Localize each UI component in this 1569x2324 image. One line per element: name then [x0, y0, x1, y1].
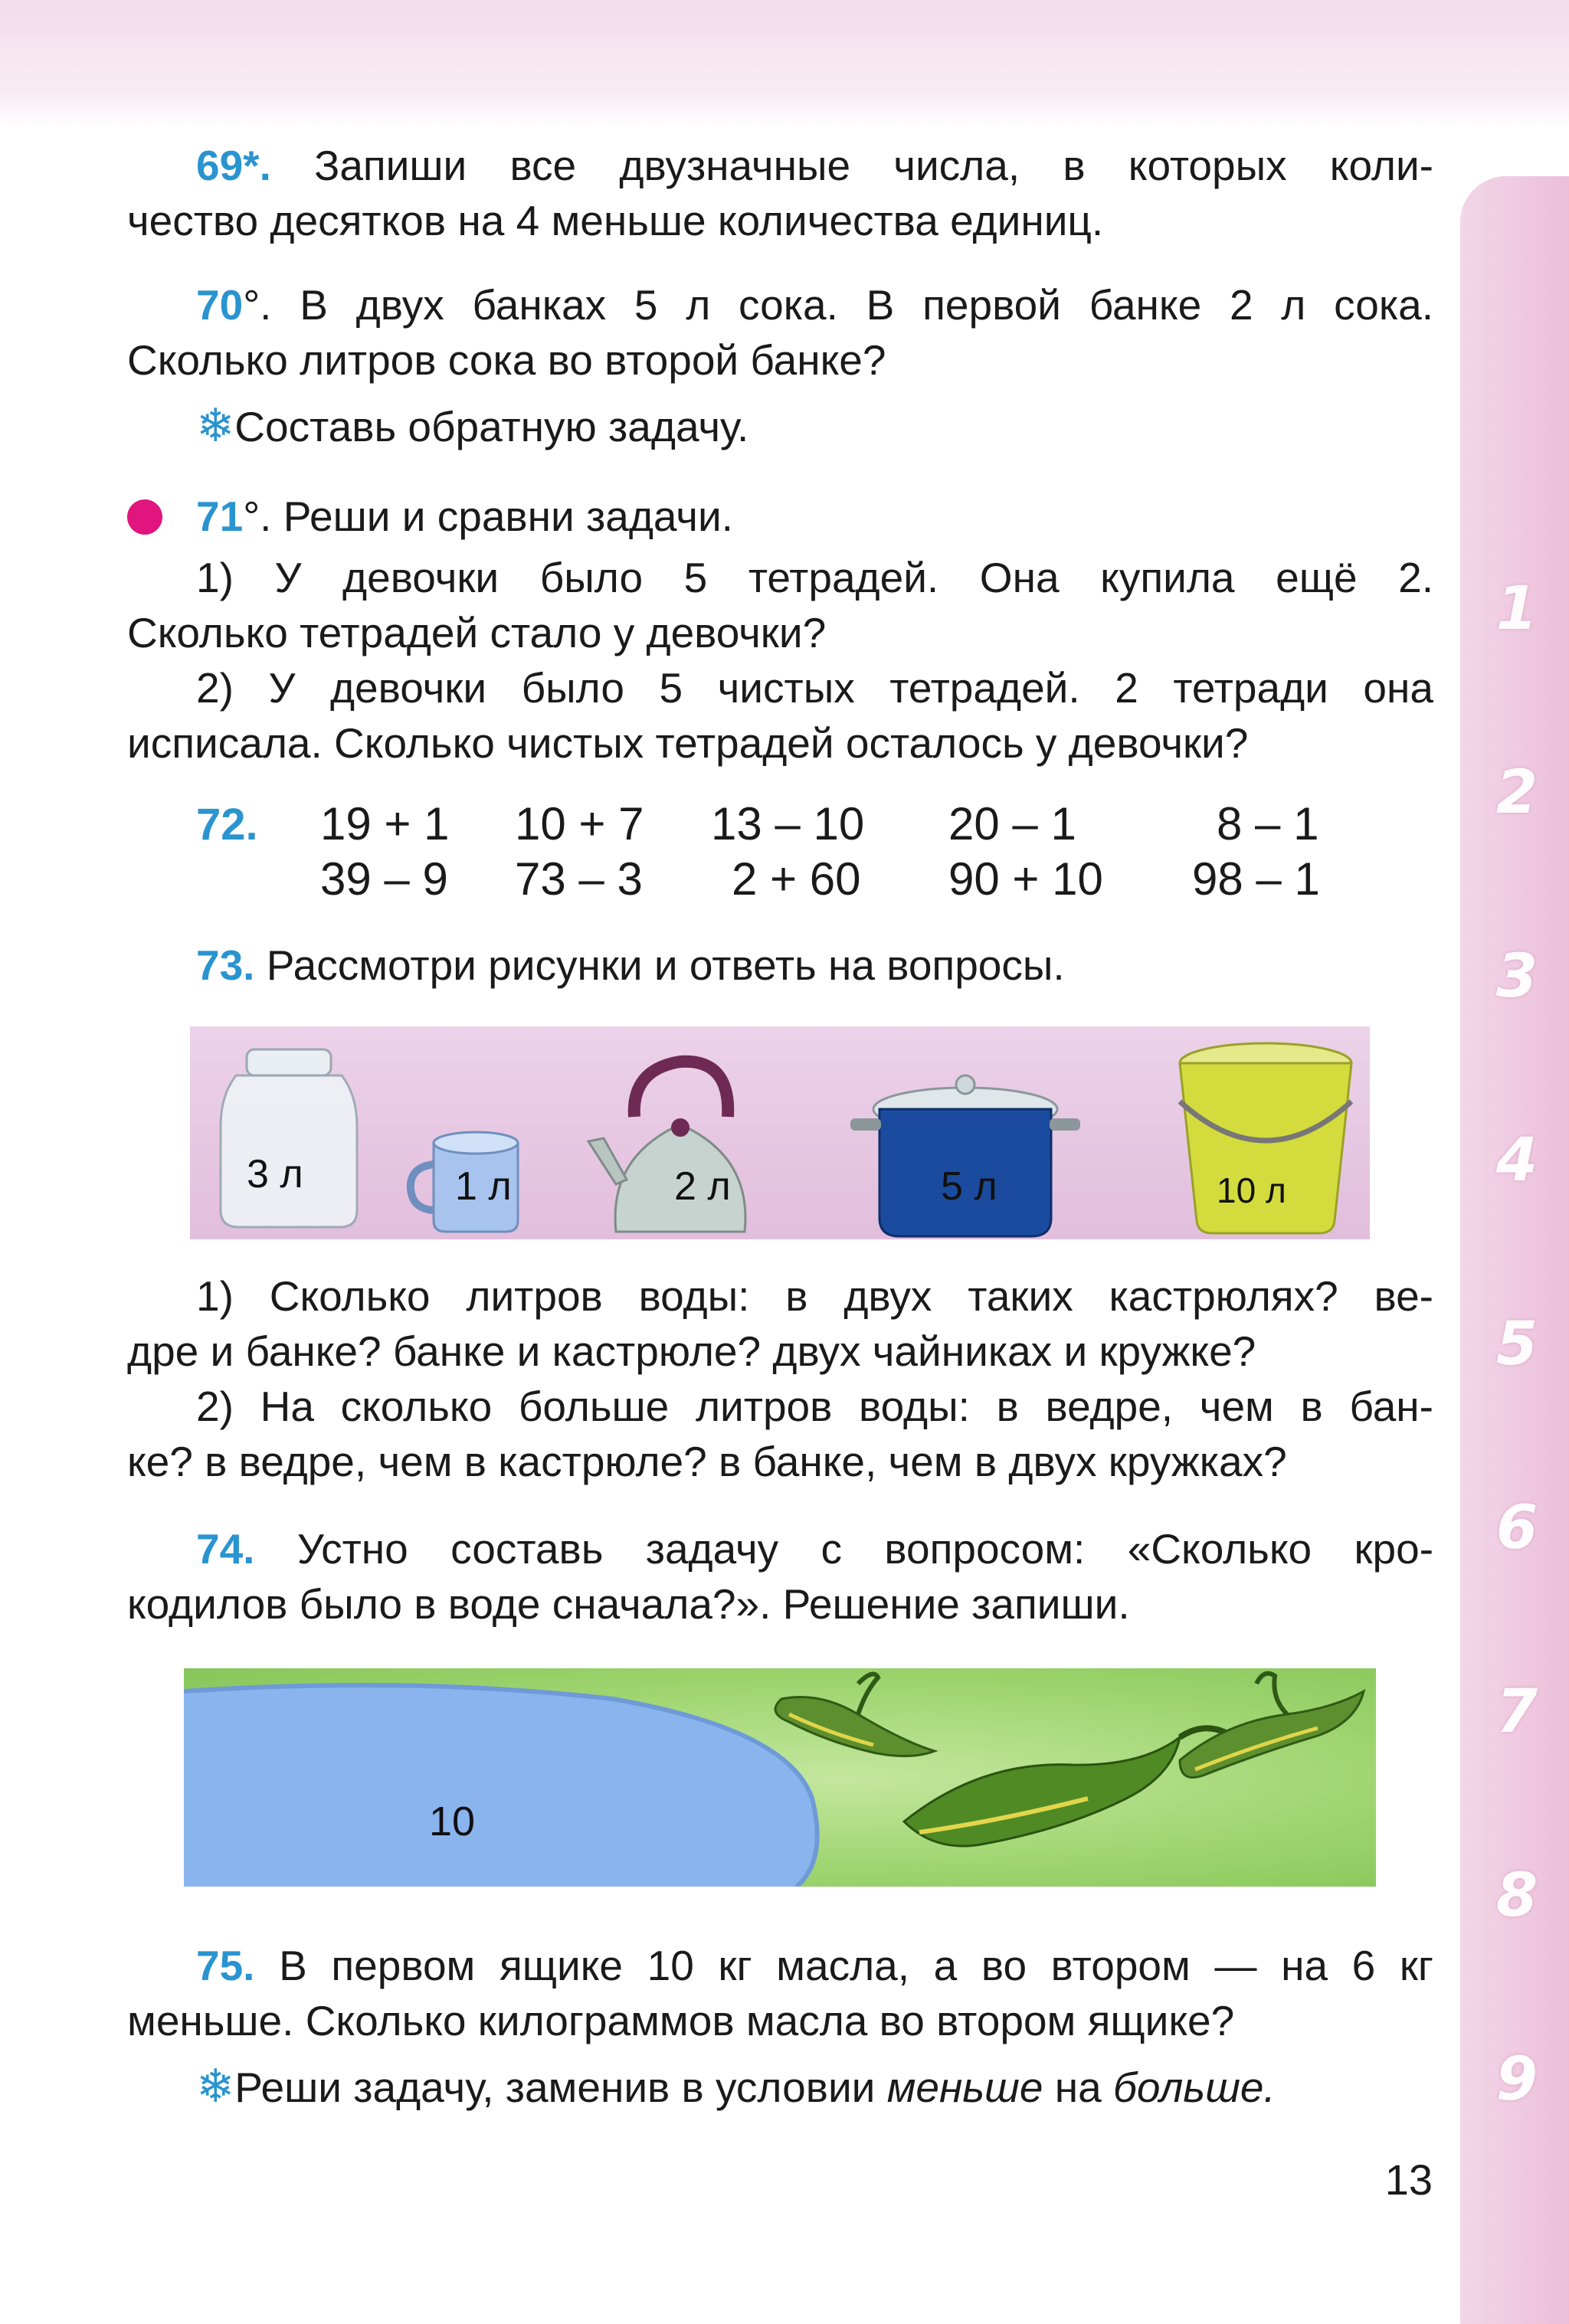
expression: 73 – 3: [515, 853, 643, 905]
task-number: 74.: [196, 1525, 255, 1573]
expression: 8 – 1: [1217, 798, 1319, 849]
jar-icon: [221, 1049, 357, 1227]
task-text: 2) У девочки было 5 чистых тетрадей. 2 тетради она: [196, 664, 1433, 712]
task-degree-mark: °.: [243, 281, 272, 329]
task-75-line2: меньше. Сколько килограммов масла во втором ящике?: [127, 1997, 1235, 2044]
page-number: 13: [1384, 2155, 1433, 2204]
side-tab-number[interactable]: 5: [1495, 1310, 1538, 1379]
side-tab-number[interactable]: 7: [1495, 1678, 1538, 1746]
task-69-line2: чество десятков на 4 меньше количества единиц.: [127, 197, 1104, 244]
task-number: 71: [196, 493, 244, 540]
task-text: 1) У девочки было 5 тетрадей. Она купила ещё 2.: [196, 554, 1433, 601]
task-extra-text: Реши задачу, заменив в условии: [234, 2064, 887, 2111]
task-71-part1-line2: Сколько тетрадей стало у девочки?: [127, 609, 827, 656]
task-text: Запиши все двузначные числа, в которых коли-: [314, 142, 1433, 189]
task-text: 2) На сколько больше литров воды: в ведре, чем в бан-: [196, 1383, 1433, 1430]
vessel-label: 5 л: [941, 1164, 997, 1209]
vessel-label: 10 л: [1217, 1170, 1286, 1210]
side-tab-number[interactable]: 2: [1495, 758, 1538, 827]
side-tab-number[interactable]: 6: [1495, 1494, 1538, 1563]
expression: 2 + 60: [732, 853, 861, 905]
task-70-line2: Сколько литров сока во второй банке?: [127, 336, 886, 384]
task-72-number: [196, 797, 258, 853]
task-71-part1: [127, 550, 1433, 605]
task-75-extra: [127, 2059, 1433, 2115]
expression: 20 – 1: [948, 798, 1076, 849]
side-tab-number[interactable]: 9: [1495, 2045, 1538, 2114]
task-number: 73.: [196, 941, 255, 989]
emphasis-word: меньше: [886, 2064, 1043, 2111]
task-73-question2-line2: ке? в ведре, чем в кастрюле? в банке, чем в двух кружках?: [127, 1438, 1287, 1485]
pond-crocodile-count: 10: [429, 1799, 476, 1844]
task-73-question1-line2: дре и банке? банке и кастрюле? двух чайниках и кружке?: [127, 1327, 1256, 1375]
task-extra-text: на: [1043, 2064, 1113, 2111]
snowflake-icon: ❄: [196, 2061, 235, 2112]
vessel-label: 1 л: [455, 1164, 512, 1209]
expression: 10 + 7: [515, 798, 644, 849]
task-73-question2: [127, 1379, 1433, 1434]
task-74-line2: кодилов было в воде сначала?». Решение запиши.: [127, 1580, 1130, 1628]
pot-icon: [850, 1075, 1080, 1236]
pond-svg: [184, 1668, 1376, 1887]
chapter-side-tab: [1460, 176, 1569, 2324]
crocodile-icon: [904, 1728, 1226, 1846]
side-tab-number[interactable]: 3: [1495, 942, 1538, 1011]
vessel-label: 3 л: [247, 1152, 303, 1196]
task-number: 75.: [196, 1942, 255, 1989]
task-number: 70: [196, 281, 244, 329]
crocodile-icon: [775, 1674, 935, 1756]
task-71: [127, 489, 1433, 544]
task-text: В двух банках 5 л сока. В первой банке 2 л сока.: [300, 281, 1434, 329]
task-number: 69*.: [196, 142, 271, 189]
side-tab-number[interactable]: 8: [1495, 1861, 1538, 1930]
task-70: [127, 277, 1433, 332]
task-70-extra: [127, 398, 1433, 454]
task-74: [127, 1521, 1433, 1576]
expression: 19 + 1: [320, 798, 450, 849]
task-text: Реши и сравни задачи.: [283, 493, 733, 540]
task-degree-mark: °.: [243, 493, 272, 540]
task-extra-text: Составь обратную задачу.: [234, 403, 749, 450]
task-73: [127, 938, 1433, 993]
side-tab-number[interactable]: 1: [1495, 574, 1538, 643]
pond-water: [184, 1685, 817, 1887]
task-text: В первом ящике 10 кг масла, а во втором — на 6 кг: [279, 1942, 1433, 1989]
task-text: Рассмотри рисунки и ответь на вопросы.: [266, 941, 1065, 989]
vessels-illustration: [190, 1026, 1370, 1239]
top-band: [0, 0, 1569, 130]
expression: 98 – 1: [1192, 853, 1320, 905]
task-75: [127, 1938, 1433, 1993]
vessels-svg: [190, 1026, 1370, 1239]
task-text: Устно составь задачу с вопросом: «Сколько кро-: [296, 1525, 1434, 1573]
bucket-icon: [1180, 1043, 1351, 1233]
expression: 90 + 10: [948, 853, 1103, 905]
pond-crocodiles-illustration: [184, 1668, 1376, 1887]
side-tab-number[interactable]: 4: [1495, 1126, 1538, 1195]
kettle-icon: [588, 1062, 745, 1232]
expression: 39 – 9: [320, 853, 448, 905]
task-number: 72.: [196, 800, 258, 849]
task-71-part2: [127, 660, 1433, 715]
snowflake-icon: ❄: [196, 400, 235, 451]
vessel-label: 2 л: [674, 1164, 731, 1209]
task-text: 1) Сколько литров воды: в двух таких кастрюлях? ве-: [196, 1272, 1433, 1320]
mug-icon: [411, 1132, 518, 1232]
expression: 13 – 10: [711, 798, 865, 849]
task-71-part2-line2: исписала. Сколько чистых тетрадей осталось у девочки?: [127, 719, 1249, 767]
emphasis-word: больше.: [1112, 2064, 1276, 2111]
task-73-question1: [127, 1268, 1433, 1324]
task-69: [127, 138, 1433, 193]
